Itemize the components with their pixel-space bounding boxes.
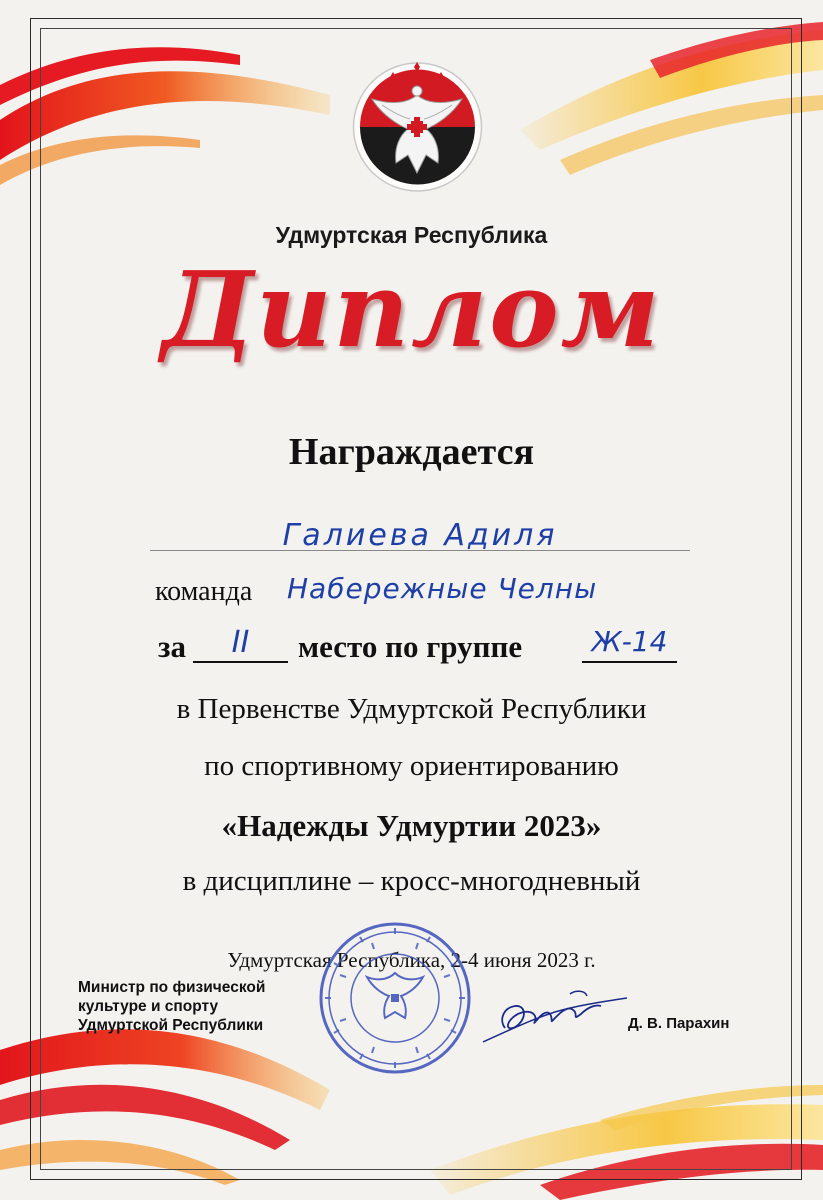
region-title: Удмуртская Республика	[275, 222, 548, 248]
place-value: II	[193, 625, 288, 663]
team-label: команда	[155, 576, 253, 607]
place-prefix: за	[158, 629, 186, 664]
minister-title-line: Удмуртской Республики	[78, 1017, 264, 1034]
sport-line: по спортивному ориентированию	[204, 750, 619, 782]
place-row	[0, 625, 823, 675]
awarded-heading: Награждается	[288, 431, 535, 473]
place-and-date: Удмуртская Республика, 2-4 июня 2023 г.	[227, 948, 596, 972]
minister-title-line: Министр по физической	[78, 979, 266, 996]
team-value: Набережные Челны	[287, 572, 598, 605]
minister-title-line: культуре и спорту	[78, 998, 219, 1015]
official-stamp	[315, 918, 475, 1078]
place-middle: место по группе	[298, 629, 523, 664]
diploma-title: Диплом	[161, 248, 662, 371]
signer-name: Д. В. Парахин	[628, 1015, 730, 1032]
minister-title	[78, 978, 318, 1035]
team-row	[155, 572, 715, 612]
discipline-line: в дисциплине – кросс-многодневный	[182, 865, 641, 897]
signature	[475, 980, 635, 1050]
event-name: «Надежды Удмуртии 2023»	[221, 808, 602, 843]
udmurtia-emblem	[350, 55, 485, 200]
group-value: Ж-14	[582, 625, 677, 663]
championship-line: в Первенстве Удмуртской Республики	[176, 693, 647, 725]
recipient-name: Галиева Адиля	[150, 518, 690, 551]
